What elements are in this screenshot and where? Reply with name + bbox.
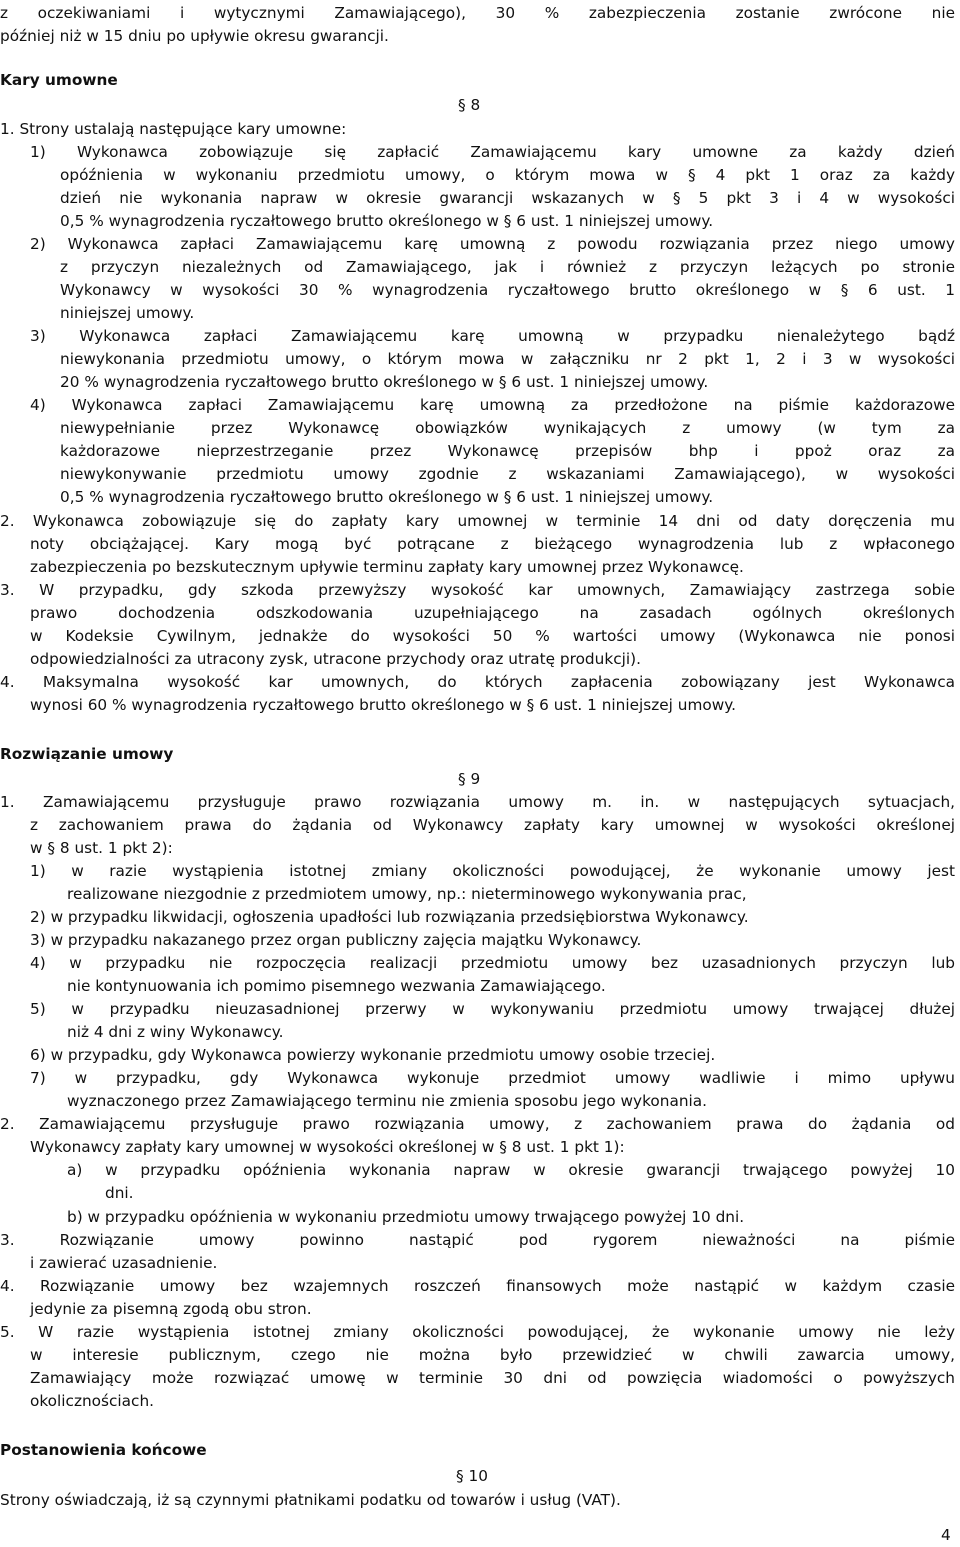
section-heading: Rozwiązanie umowy [0,745,174,763]
text-line: realizowane niezgodnie z przedmiotem umowy, np.: nieterminowego wykonywania prac, [67,885,747,903]
text-line: każdorazowe nieprzestrzeganie przez Wykonawcę przepisów bhp i ppoż oraz za [60,442,955,460]
text-line: 0,5 % wynagrodzenia ryczałtowego brutto określonego w § 6 ust. 1 niniejszej umowy. [60,488,714,506]
text-line: 3. W przypadku, gdy szkoda przewyższy wysokość kar umownych, Zamawiający zastrzega sobie [0,581,955,599]
text-line: niewypełnianie przez Wykonawcę obowiązków wynikających z umowy (w tym za [60,419,955,437]
text-line: 5. W razie wystąpienia istotnej zmiany okoliczności powodującej, że wykonanie umowy nie leży [0,1323,955,1341]
text-line: 6) w przypadku, gdy Wykonawca powierzy wykonanie przedmiotu umowy osobie trzeciej. [30,1046,716,1064]
text-line: 1) w razie wystąpienia istotnej zmiany okoliczności powodującej, że wykonanie umowy jest [30,862,955,880]
text-line: Wykonawcy zapłaty kary umownej w wysokości określonej w § 8 ust. 1 pkt 1): [30,1138,625,1156]
text-line: niewykonywanie przedmiotu umowy zgodnie z wskazaniami Zamawiającego), w wysokości [60,465,955,483]
text-line: 4) w przypadku nie rozpoczęcia realizacji przedmiotu umowy bez uzasadnionych przyczyn lub [30,954,955,972]
text-line: Wykonawcy w wysokości 30 % wynagrodzenia ryczałtowego brutto określonego w § 6 ust. 1 [60,281,955,299]
text-line: 3) w przypadku nakazanego przez organ publiczny zajęcia majątku Wykonawcy. [30,931,642,949]
text-line: 1. Zamawiającemu przysługuje prawo rozwiązania umowy m. in. w następujących sytuacjach, [0,793,955,811]
section-heading: Postanowienia końcowe [0,1441,207,1459]
text-line: a) w przypadku opóźnienia wykonania napraw w okresie gwarancji trwającego powyżej 10 [67,1161,955,1179]
text-line: wyznaczonego przez Zamawiającego terminu nie zmienia sposobu jego wykonania. [67,1092,708,1110]
text-line: 0,5 % wynagrodzenia ryczałtowego brutto określonego w § 6 ust. 1 niniejszej umowy. [60,212,714,230]
text-line: prawo dochodzenia odszkodowania uzupełniającego na zasadach ogólnych określonych [30,604,955,622]
text-line: dzień nie wykonania napraw w okresie gwarancji wskazanych w § 5 pkt 3 i 4 w wysokości [60,189,955,207]
text-line: z zachowaniem prawa do żądania od Wykonawcy zapłaty kary umownej w wysokości określonej [30,816,955,834]
text-line: 1) Wykonawca zobowiązuje się zapłacić Zamawiającemu kary umowne za każdy dzień [30,143,955,161]
page-number: 4 [941,1526,951,1544]
text-line: niewykonania przedmiotu umowy, o którym mowa w załączniku nr 2 pkt 1, 2 i 3 w wysokości [60,350,955,368]
text-line: opóźnienia w wykonaniu przedmiotu umowy, o którym mowa w § 4 pkt 1 oraz za każdy [60,166,955,184]
paragraph-number: § 9 [458,770,481,788]
text-line: 2) w przypadku likwidacji, ogłoszenia upadłości lub rozwiązania przedsiębiorstwa Wykonawcy. [30,908,749,926]
text-line: w interesie publicznym, czego nie można było przewidzieć w chwili zawarcia umowy, [30,1346,955,1364]
text-line: niż 4 dni z winy Wykonawcy. [67,1023,284,1041]
text-line: b) w przypadku opóźnienia w wykonaniu przedmiotu umowy trwającego powyżej 10 dni. [67,1208,745,1226]
text-line: z oczekiwaniami i wytycznymi Zamawiającego), 30 % zabezpieczenia zostanie zwrócone nie [0,4,955,22]
section-heading: Kary umowne [0,71,118,89]
text-line: 7) w przypadku, gdy Wykonawca wykonuje przedmiot umowy wadliwie i mimo upływu [30,1069,955,1087]
text-line: w § 8 ust. 1 pkt 2): [30,839,173,857]
text-line: dni. [105,1184,134,1202]
text-line: z przyczyn niezależnych od Zamawiającego, jak i również z przyczyn leżących po stronie [60,258,955,276]
text-line: 5) w przypadku nieuzasadnionej przerwy w wykonywaniu przedmiotu umowy trwającej dłużej [30,1000,955,1018]
paragraph-number: § 10 [456,1467,488,1485]
text-line: 4. Rozwiązanie umowy bez wzajemnych roszczeń finansowych może nastąpić w każdym czasie [0,1277,955,1295]
text-line: 4. Maksymalna wysokość kar umownych, do których zapłacenia zobowiązany jest Wykonawca [0,673,955,691]
text-line: Strony oświadczają, iż są czynnymi płatnikami podatku od towarów i usług (VAT). [0,1491,621,1509]
text-line: w Kodeksie Cywilnym, jednakże do wysokości 50 % wartości umowy (Wykonawca nie ponosi [30,627,955,645]
text-line: 4) Wykonawca zapłaci Zamawiającemu karę umowną za przedłożone na piśmie każdorazowe [30,396,955,414]
text-line: 1. Strony ustalają następujące kary umowne: [0,120,347,138]
text-line: 3) Wykonawca zapłaci Zamawiającemu karę umowną w przypadku nienależytego bądź [30,327,955,345]
text-line: nie kontynuowania ich pomimo pisemnego wezwania Zamawiającego. [67,977,606,995]
text-line: Zamawiający może rozwiązać umowę w terminie 30 dni od powzięcia wiadomości o powyższych [30,1369,955,1387]
text-line: odpowiedzialności za utracony zysk, utracone przychody oraz utratę produkcji). [30,650,641,668]
text-line: noty obciążającej. Kary mogą być potrącane z bieżącego wynagrodzenia lub z wpłaconego [30,535,955,553]
paragraph-number: § 8 [458,96,481,114]
text-line: 2. Wykonawca zobowiązuje się do zapłaty kary umownej w terminie 14 dni od daty doręczenia mu [0,512,955,530]
text-line: 2. Zamawiającemu przysługuje prawo rozwiązania umowy, z zachowaniem prawa do żądania od [0,1115,955,1133]
text-line: 3. Rozwiązanie umowy powinno nastąpić pod rygorem nieważności na piśmie [0,1231,955,1249]
text-line: później niż w 15 dniu po upływie okresu gwarancji. [0,27,389,45]
text-line: i zawierać uzasadnienie. [30,1254,218,1272]
text-line: wynosi 60 % wynagrodzenia ryczałtowego brutto określonego w § 6 ust. 1 niniejszej umowy. [30,696,736,714]
text-line: 20 % wynagrodzenia ryczałtowego brutto określonego w § 6 ust. 1 niniejszej umowy. [60,373,709,391]
text-line: 2) Wykonawca zapłaci Zamawiającemu karę umowną z powodu rozwiązania przez niego umowy [30,235,955,253]
text-line: zabezpieczenia po bezskutecznym upływie terminu zapłaty kary umownej przez Wykonawcę. [30,558,744,576]
text-line: jedynie za pisemną zgodą obu stron. [30,1300,312,1318]
text-line: okolicznościach. [30,1392,154,1410]
text-line: niniejszej umowy. [60,304,195,322]
